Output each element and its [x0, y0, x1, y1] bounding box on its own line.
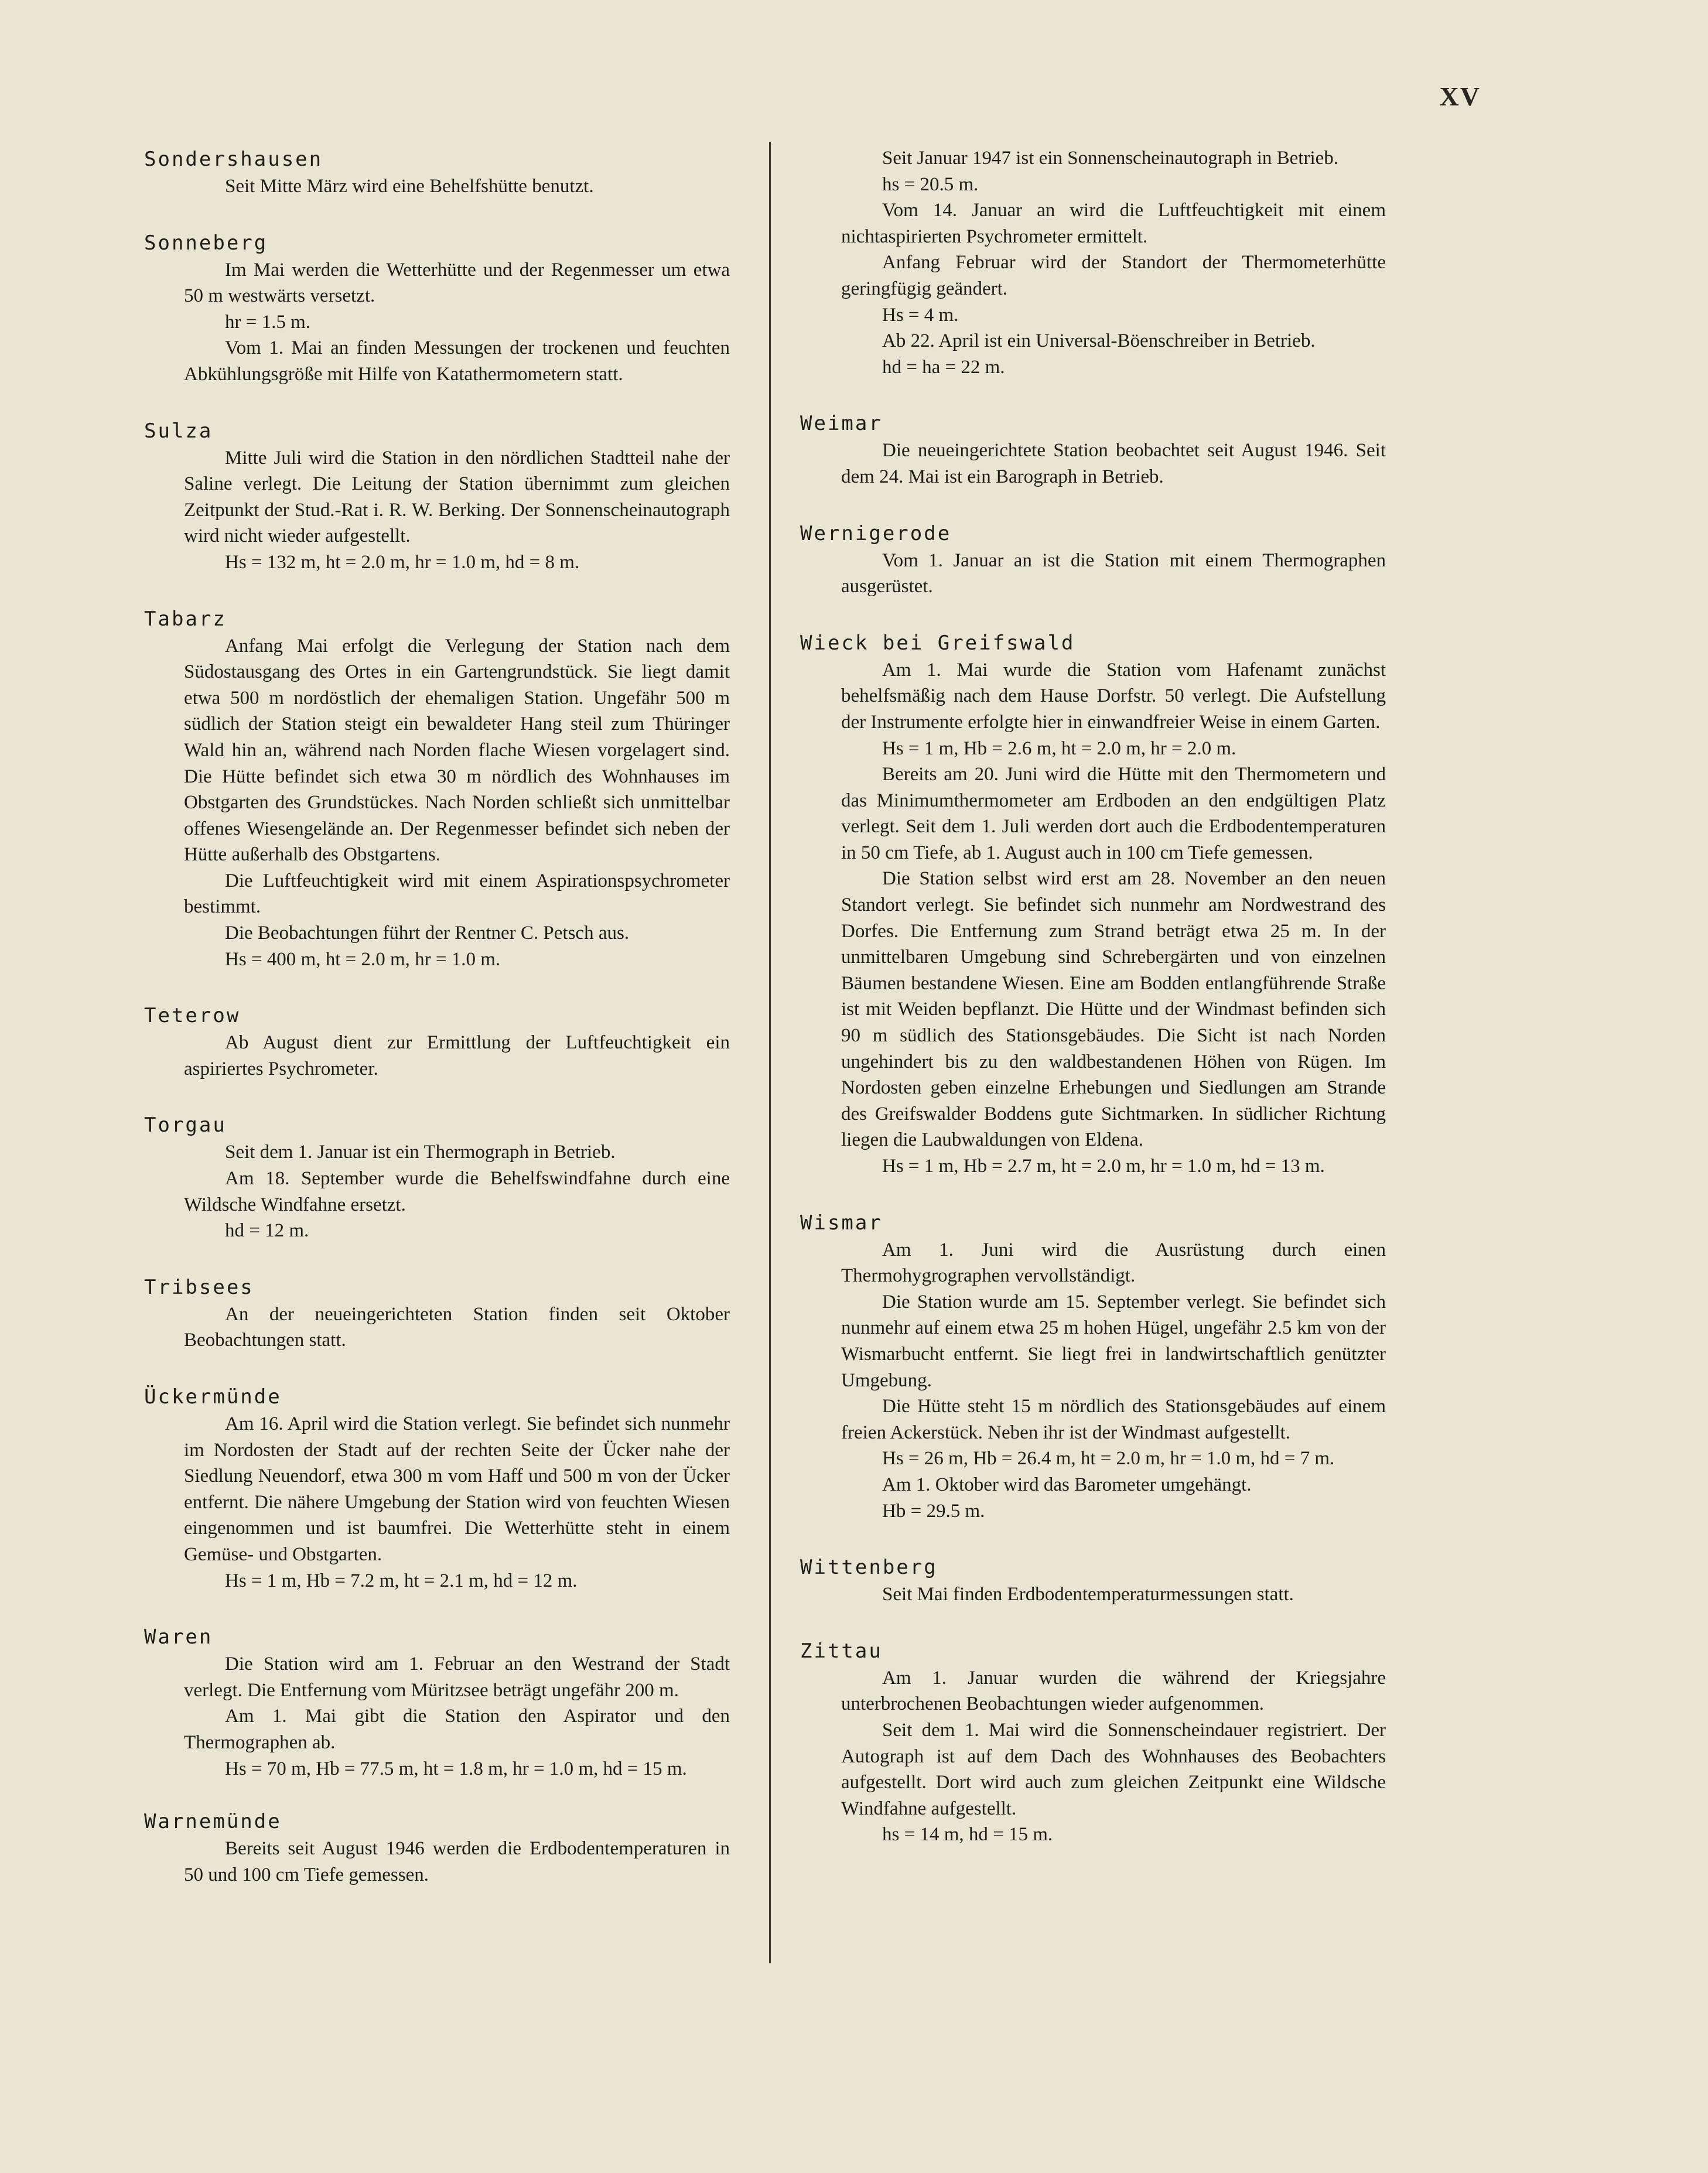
paragraph: Die Hütte steht 15 m nördlich des Stationsgebäudes auf einem freien Ackerstück. Neben ihr ist der Windmast aufgestellt.	[841, 1396, 1386, 1443]
station-body	[144, 257, 730, 388]
station-entry	[144, 1111, 730, 1243]
station-name: Tabarz	[144, 607, 227, 631]
station-body	[144, 1139, 730, 1243]
station-name: Sulza	[144, 419, 213, 443]
station-name: Tribsees	[144, 1275, 254, 1299]
station-name: Wismar	[800, 1211, 883, 1235]
station-name: Ückermünde	[144, 1385, 282, 1409]
paragraph: Vom 1. Mai an finden Messungen der trockenen und feuchten Abkühlungsgröße mit Hilfe von Katathermometern statt.	[184, 337, 730, 385]
station-name: Torgau	[144, 1113, 227, 1137]
paragraph: Die neueingerichtete Station beobachtet seit August 1946. Seit dem 24. Mai ist ein Barograph in Betrieb.	[841, 440, 1386, 487]
paragraph: Vom 14. Januar an wird die Luftfeuchtigkeit mit einem nichtaspirierten Psychrometer ermittelt.	[841, 200, 1386, 247]
paragraph: Ab August dient zur Ermittlung der Luftfeuchtigkeit ein aspiriertes Psychrometer.	[184, 1032, 730, 1079]
station-name: Wieck bei Greifswald	[800, 631, 1075, 655]
station-body	[144, 1301, 730, 1354]
paragraph: Am 18. September wurde die Behelfswindfahne durch eine Wildsche Windfahne ersetzt.	[184, 1168, 730, 1215]
station-entry	[800, 409, 1386, 490]
right-column	[800, 145, 1386, 1848]
station-entry	[144, 145, 730, 200]
paragraph: Mitte Juli wird die Station in den nördlichen Stadtteil nahe der Saline verlegt. Die Leitung der Station übernimmt zum gleichen Zeitpunkt der Stud.-Rat i. R. W. Berking. Der Sonnenscheinautograph wird nicht wieder aufgestellt.	[184, 447, 730, 547]
paragraph: Am 1. Mai wurde die Station vom Hafenamt zunächst behelfsmäßig nach dem Hause Dorfstr. 50 verlegt. Die Aufstellung der Instrumente erfolgte hier in einwandfreier Weise in einem Garten.	[841, 659, 1386, 733]
height-data: Hb = 29.5 m.	[882, 1500, 985, 1522]
station-name: Warnemünde	[144, 1810, 282, 1834]
paragraph: Die Station wurde am 15. September verlegt. Sie befindet sich nunmehr auf einem etwa 25 m hohen Hügel, ungefähr 2.5 km von der Wismarbucht entfernt. Sie liegt frei in landwirtschaftlich genützter Umgebung.	[841, 1291, 1386, 1391]
paragraph: Am 1. Oktober wird das Barometer umgehängt.	[882, 1474, 1252, 1495]
height-data: Hs = 1 m, Hb = 2.7 m, ht = 2.0 m, hr = 1.0 m, hd = 13 m.	[882, 1156, 1325, 1177]
paragraph: Seit dem 1. Mai wird die Sonnenscheindauer registriert. Der Autograph ist auf dem Dach des Wohnhauses des Beobachters aufgestellt. Dort wird auch zum gleichen Zeitpunkt eine Wildsche Windfahne aufgestellt.	[841, 1719, 1386, 1819]
station-body	[144, 1836, 730, 1888]
paragraph: Die Luftfeuchtigkeit wird mit einem Aspirationspsychrometer bestimmt.	[184, 870, 730, 918]
station-entry	[144, 1383, 730, 1594]
station-entry	[800, 1637, 1386, 1848]
height-data: Hs = 26 m, Hb = 26.4 m, ht = 2.0 m, hr = 1.0 m, hd = 7 m.	[882, 1448, 1335, 1470]
station-body	[144, 1411, 730, 1594]
station-body	[800, 657, 1386, 1180]
station-entry	[144, 605, 730, 973]
paragraph: Seit Mitte März wird eine Behelfshütte benutzt.	[225, 176, 594, 197]
left-column	[144, 145, 730, 1888]
station-body	[800, 438, 1386, 490]
station-entry	[800, 629, 1386, 1180]
station-body	[144, 633, 730, 973]
paragraph: Anfang Mai erfolgt die Verlegung der Station nach dem Südostausgang des Ortes in ein Gartengrundstück. Sie liegt damit etwa 500 m nordöstlich der ehemaligen Station. Ungefähr 500 m südlich der Station steigt ein bewaldeter Hang steil zum Thüringer Wald hin an, während nach Norden flache Wiesen vorgelagert sind. Die Hütte befindet sich etwa 30 m nördlich des Wohnhauses im Obstgarten des Grundstückes. Nach Norden schließt sich unmittelbar offenes Wiesengelände an. Der Regenmesser befindet sich neben der Hütte außerhalb des Obstgartens.	[184, 635, 730, 866]
station-name: Waren	[144, 1625, 213, 1649]
station-body	[800, 1237, 1386, 1525]
paragraph: Am 1. Januar wurden die während der Kriegsjahre unterbrochenen Beobachtungen wieder aufgenommen.	[841, 1667, 1386, 1715]
height-data: hd = ha = 22 m.	[882, 356, 1005, 378]
height-data: hs = 20.5 m.	[882, 173, 979, 195]
height-data: Hs = 4 m.	[882, 304, 959, 326]
station-entry	[144, 229, 730, 388]
station-name: Weimar	[800, 412, 883, 436]
height-data: Hs = 1 m, Hb = 7.2 m, ht = 2.1 m, hd = 12 m.	[225, 1570, 578, 1591]
station-entry	[800, 1553, 1386, 1608]
station-body	[800, 1581, 1386, 1608]
station-name: Zittau	[800, 1639, 883, 1663]
page-number: XV	[1439, 81, 1481, 111]
station-entry	[144, 1273, 730, 1354]
paragraph: Am 1. Mai gibt die Station den Aspirator und den Thermographen ab.	[184, 1706, 730, 1753]
station-body	[800, 548, 1386, 600]
station-entry	[144, 1808, 730, 1888]
paragraph: Bereits seit August 1946 werden die Erdbodentemperaturen in 50 und 100 cm Tiefe gemessen.	[184, 1838, 730, 1885]
paragraph: Bereits am 20. Juni wird die Hütte mit den Thermometern und das Minimumthermometer am Erdboden an den endgültigen Platz verlegt. Seit dem 1. Juli werden dort auch die Erdbodentemperaturen in 50 cm Tiefe, ab 1. August auch in 100 cm Tiefe gemessen.	[841, 764, 1386, 863]
station-name: Teterow	[144, 1004, 241, 1028]
height-data: Hs = 132 m, ht = 2.0 m, hr = 1.0 m, hd = 8 m.	[225, 551, 580, 573]
paragraph: Seit dem 1. Januar ist ein Thermograph in Betrieb.	[225, 1142, 616, 1163]
station-entry	[800, 1209, 1386, 1525]
paragraph: Am 16. April wird die Station verlegt. Sie befindet sich nunmehr im Nordosten der Stadt auf der rechten Seite der Ücker nahe der Siedlung Neuendorf, etwa 300 m vom Haff und 500 m von der Ücker entfernt. Die nähere Umgebung der Station wird von feuchten Wiesen eingenommen und ist baumfrei. Die Wetterhütte steht in einem Gemüse- und Obstgarten.	[184, 1413, 730, 1565]
column-divider	[769, 142, 771, 1963]
station-body	[144, 1651, 730, 1782]
height-data: hr = 1.5 m.	[225, 311, 311, 333]
station-name: Sondershausen	[144, 148, 323, 171]
paragraph: Anfang Februar wird der Standort der Thermometerhütte geringfügig geändert.	[841, 252, 1386, 299]
station-entry-continued	[800, 145, 1386, 380]
paragraph: Im Mai werden die Wetterhütte und der Regenmesser um etwa 50 m westwärts versetzt.	[184, 259, 730, 307]
station-body	[144, 173, 730, 200]
paragraph: Die Station selbst wird erst am 28. November an den neuen Standort verlegt. Sie befindet sich nunmehr am Nordwestrand des Dorfes. Die Entfernung zum Strand beträgt etwa 25 m. In der unmittelbaren Umgebung sind Schrebergärten und von einzelnen Bäumen bestandene Wiesen. Eine am Bodden entlangführende Straße ist mit Weiden bepflanzt. Die Hütte und der Windmast befinden sich 90 m südlich des Stationsgebäudes. Die Sicht ist nach Norden ungehindert bis zu den waldbestandenen Höhen von Rügen. Im Nordosten geben einzelne Erhebungen und Siedlungen am Strande des Greifswalder Boddens gute Sichtmarken. In südlicher Richtung liegen die Laubwaldungen von Eldena.	[841, 868, 1386, 1151]
paragraph: Ab 22. April ist ein Universal-Böenschreiber in Betrieb.	[882, 330, 1316, 352]
paragraph: Vom 1. Januar an ist die Station mit einem Thermographen ausgerüstet.	[841, 549, 1386, 597]
paragraph: An der neueingerichteten Station finden seit Oktober Beobachtungen statt.	[184, 1303, 730, 1351]
station-entry	[144, 1623, 730, 1782]
paragraph: Die Station wird am 1. Februar an den Westrand der Stadt verlegt. Die Entfernung vom Müritzsee beträgt ungefähr 200 m.	[184, 1653, 730, 1701]
station-name: Wittenberg	[800, 1556, 938, 1580]
station-body	[800, 145, 1386, 380]
paragraph: Seit Mai finden Erdbodentemperaturmessungen statt.	[882, 1584, 1294, 1605]
station-name: Sonneberg	[144, 231, 268, 255]
station-body	[800, 1665, 1386, 1848]
station-entry	[144, 1002, 730, 1082]
station-entry	[800, 520, 1386, 600]
height-data: Hs = 400 m, ht = 2.0 m, hr = 1.0 m.	[225, 948, 501, 970]
paragraph: Am 1. Juni wird die Ausrüstung durch einen Thermohygrographen vervollständigt.	[841, 1239, 1386, 1287]
height-data: hd = 12 m.	[225, 1220, 309, 1242]
station-name: Wernigerode	[800, 521, 952, 545]
height-data: Hs = 70 m, Hb = 77.5 m, ht = 1.8 m, hr = 1.0 m, hd = 15 m.	[225, 1758, 687, 1779]
station-body	[144, 1030, 730, 1082]
paragraph: Die Beobachtungen führt der Rentner C. Petsch aus.	[225, 922, 630, 944]
height-data: Hs = 1 m, Hb = 2.6 m, ht = 2.0 m, hr = 2.0 m.	[882, 737, 1236, 759]
height-data: hs = 14 m, hd = 15 m.	[882, 1824, 1053, 1846]
station-entry	[144, 417, 730, 576]
station-body	[144, 445, 730, 576]
paragraph: Seit Januar 1947 ist ein Sonnenscheinautograph in Betrieb.	[882, 148, 1339, 169]
